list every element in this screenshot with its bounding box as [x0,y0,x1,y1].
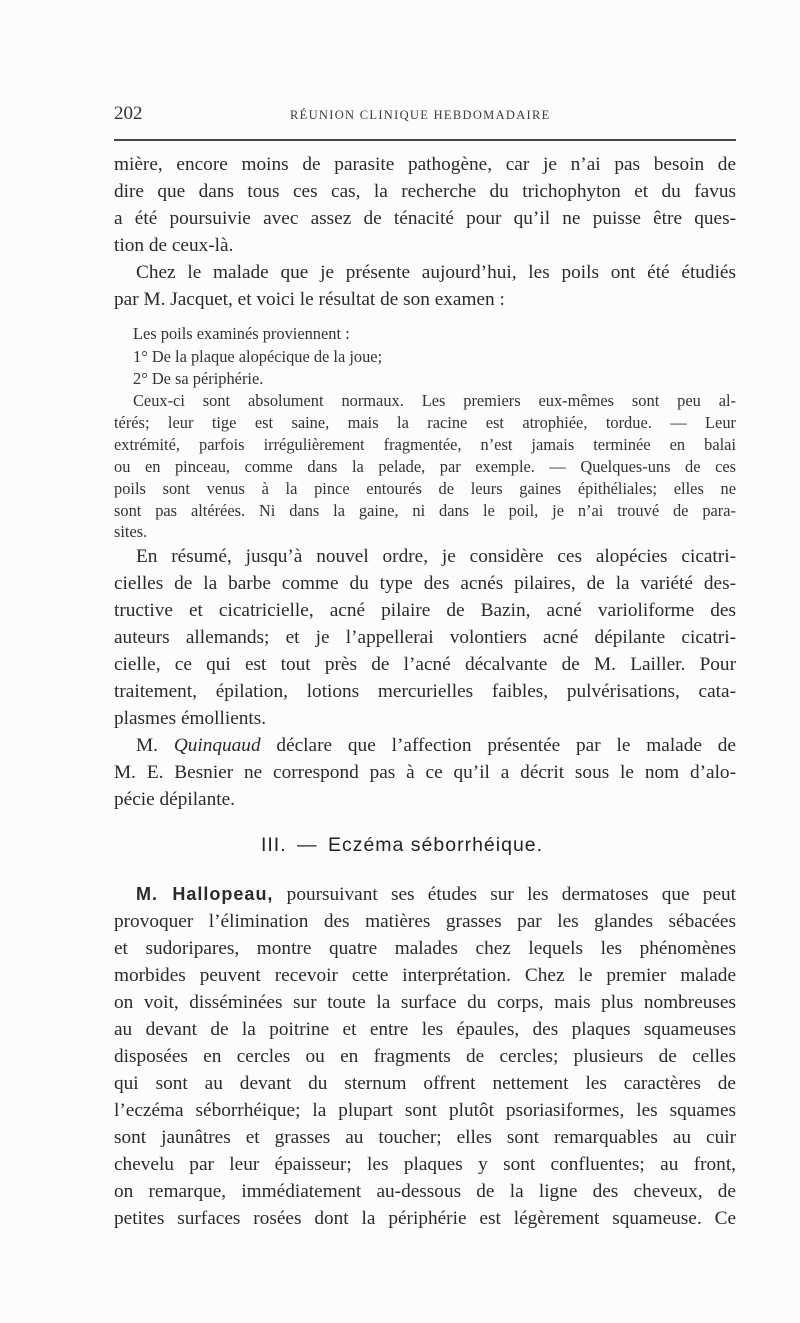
text-line: traitement, épilation, lotions mercurielles faibles, pulvérisations, cata- [114,681,736,702]
text-line: tion de ceux-là. [114,235,234,256]
text-fragment: déclare que l’affection présentée par le malade de [260,735,736,756]
text-line: mière, encore moins de parasite pathogène, car je n’ai pas besoin de [114,154,736,175]
text-line: on voit, disséminées sur toute la surface du corps, mais plus nombreuses [114,992,736,1013]
text-line: plasmes émollients. [114,708,267,729]
text-line: provoquer l’élimination des matières grasses par les glandes sébacées [114,911,736,932]
section-number: III. [260,834,287,856]
text-line: au devant de la poitrine et entre les épaules, des plaques squameuses [114,1019,736,1040]
section-dash: — [297,834,318,856]
text-line: tructive et cicatricielle, acné pilaire de Bazin, acné varioliforme des [114,600,736,621]
text-line: cielle, ce qui est tout près de l’acné décalvante de M. Lailler. Pour [114,654,736,675]
speaker-name: Quinquaud [173,735,261,756]
text-line: M. E. Besnier ne correspond pas à ce qu’il a décrit sous le nom d’alo- [114,762,736,783]
text-line: auteurs allemands; et je l’appellerai volontiers acné dépilante cicatri- [114,627,736,648]
section-title: Eczéma séborrhéique. [327,834,544,856]
page-number: 202 [114,103,143,124]
text-line: pécie dépilante. [114,789,235,810]
text-line: a été poursuivie avec assez de ténacité pour qu’il ne puisse être ques- [114,208,736,229]
text-line: on remarque, immédiatement au-dessous de la ligne des cheveux, de [114,1181,736,1202]
exam-line: extrémité, parfois irrégulièrement fragmentée, n’est jamais terminée en balai [114,435,736,454]
exam-line: sites. [114,522,148,541]
exam-line: Ceux-ci sont absolument normaux. Les premiers eux-mêmes sont peu al- [133,391,736,410]
text-fragment: poursuivant ses études sur les dermatoses que peut [273,884,736,905]
text-line: cielles de la barbe comme du type des acnés pilaires, de la variété des- [114,573,736,594]
text-line: disposées en cercles ou en fragments de cercles; plusieurs de celles [114,1046,736,1067]
exam-line: Les poils examinés proviennent : [133,324,350,343]
text-line: l’eczéma séborrhéique; la plupart sont plutôt psoriasiformes, les squames [114,1100,736,1121]
text-line: par M. Jacquet, et voici le résultat de son examen : [114,289,505,310]
text-line [136,735,736,757]
exam-line: ou en pinceau, comme dans la pelade, par exemple. — Quelques-uns de ces [114,457,736,476]
text-line: dire que dans tous ces cas, la recherche du trichophyton et du favus [114,181,736,202]
running-title: RÉUNION CLINIQUE HEBDOMADAIRE [290,108,551,122]
text-line: et sudoripares, montre quatre malades chez lequels les phénomènes [114,938,736,959]
header-rule [114,139,736,141]
exam-line: térés; leur tige est saine, mais la racine est atrophiée, tordue. — Leur [114,413,736,432]
text-line: En résumé, jusqu’à nouvel ordre, je considère ces alopécies cicatri- [136,546,736,567]
text-line: Chez le malade que je présente aujourd’hui, les poils ont été étudiés [136,262,736,283]
text-line: qui sont au devant du sternum offrent nettement les caractères de [114,1073,736,1094]
exam-line: sont pas altérées. Ni dans la gaine, ni dans le poil, je n’ai trouvé de para- [114,501,736,520]
text-line: morbides peuvent recevoir cette interprétation. Chez le premier malade [114,965,736,986]
text-line: petites surfaces rosées dont la périphérie est légèrement squameuse. Ce [114,1208,736,1229]
exam-line: poils sont venus à la pince entourés de leurs gaines épithéliales; elles ne [114,479,736,498]
text-line: chevelu par leur épaisseur; les plaques y sont confluentes; au front, [114,1154,736,1175]
text-line: sont jaunâtres et grasses au toucher; elles sont remarquables au cuir [114,1127,736,1148]
speaker-prefix: M. [136,735,174,756]
section-heading [0,834,800,857]
speaker-name: M. Hallopeau, [136,884,274,904]
exam-line: 2° De sa périphérie. [133,369,264,388]
exam-line: 1° De la plaque alopécique de la joue; [133,347,383,366]
page-header [114,103,736,127]
text-line [136,884,736,906]
